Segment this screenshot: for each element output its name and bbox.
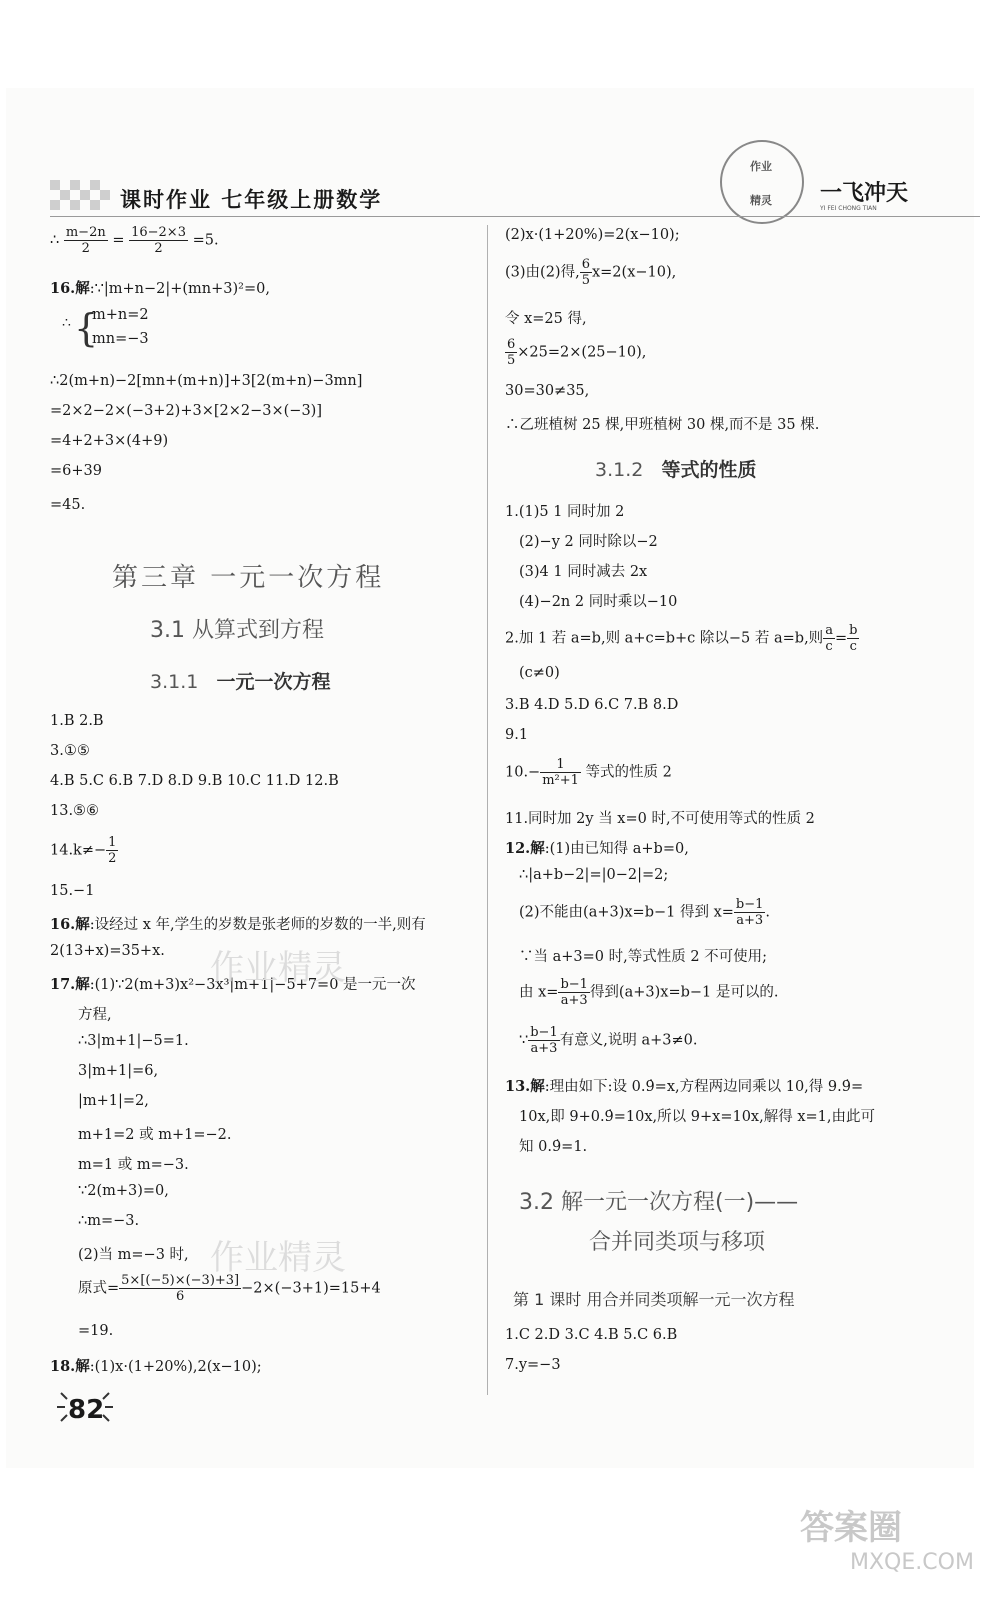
section-title: 3.2 解一元一次方程(一)—— xyxy=(519,1190,799,1215)
section-title: 合并同类项与移项 xyxy=(589,1230,766,1255)
subsection-title: 3.1.2 等式的性质 xyxy=(595,459,757,481)
answer-line: ∵2(m+3)=0, xyxy=(78,1183,169,1199)
answer-line: ∴|a+b−2|=|0−2|=2; xyxy=(519,867,669,883)
answer-line: (3)由(2)得, $\frac{6}{5}$ x=2(x−10), xyxy=(505,257,677,288)
answer-line: 10x,即 9+0.9̇=10x,所以 9+x=10x,解得 x=1,由此可 xyxy=(519,1109,875,1125)
answer-line: |m+1|=2, xyxy=(78,1093,149,1109)
answer-line: =2×2−2×(−3+2)+3×[2×2−3×(−3)] xyxy=(50,403,322,419)
page-number: 82 xyxy=(68,1395,105,1425)
watermark: 作业精灵 xyxy=(210,1238,346,1278)
section-title: 3.1 从算式到方程 xyxy=(150,618,324,643)
answer-line: =4+2+3×(4+9) xyxy=(50,433,169,449)
answer-line: m=1 或 m=−3. xyxy=(78,1157,189,1173)
answer-line: (2)当 m=−3 时, xyxy=(78,1247,189,1263)
answer-line: 11.同时加 2y 当 x=0 时,不可使用等式的性质 2 xyxy=(505,811,815,827)
brand-logo xyxy=(820,176,908,212)
answer-line: 3|m+1|=6, xyxy=(78,1063,159,1079)
answer-line: 令 x=25 得, xyxy=(505,311,587,327)
site-logo: 答案圈 xyxy=(800,1508,902,1548)
question-13: 13.解:理由如下:设 0.9̇=x,方程两边同乘以 10,得 9.9̇= xyxy=(505,1078,864,1095)
answer-line: 3.①⑤ xyxy=(50,743,90,759)
answer-line: (2)x·(1+20%)=2(x−10); xyxy=(505,227,680,243)
answer-line: ∴3|m+1|−5=1. xyxy=(78,1033,189,1049)
answer-line: 方程, xyxy=(78,1007,112,1023)
answer-line: 15.−1 xyxy=(50,883,95,899)
answer-line: 1.B 2.B xyxy=(50,713,104,729)
header-title: 课时作业 七年级上册数学 xyxy=(120,187,383,212)
answer-line: 2(13+x)=35+x. xyxy=(50,943,165,959)
brand-sub: YI FEI CHONG TIAN xyxy=(820,205,877,212)
stamp-top-text: 作业 xyxy=(750,160,772,173)
chapter-title: 第三章 一元一次方程 xyxy=(112,563,385,593)
answer-line: 2.加 1 若 a=b,则 a+c=b+c 除以−5 若 a=b,则 $\frac{a}{c}$ = $\frac{b}{c}$ xyxy=(505,623,858,654)
checker-decoration-icon xyxy=(50,180,120,210)
answer-line: ∵当 a+3=0 时,等式性质 2 不可使用; xyxy=(519,949,768,965)
answer-line: =19. xyxy=(78,1323,114,1339)
answer-line: ∴m=−3. xyxy=(78,1213,140,1229)
answer-line: =45. xyxy=(50,497,86,513)
header-rule xyxy=(50,216,980,217)
answer-line: 10.− $\frac{1}{\text{m²+1}}$ 等式的性质 2 xyxy=(505,757,672,788)
stamp-bottom-text: 精灵 xyxy=(750,194,772,207)
question-17: 17.解:(1)∵2(m+3)x²−3x³|m+1|−5+7=0 是一元一次 xyxy=(50,976,416,993)
brand-name: 一飞冲天 xyxy=(820,181,909,206)
answer-line: (2)不能由(a+3)x=b−1 得到 x= $\frac{b-1}{a+3}$ . xyxy=(519,897,771,928)
answer-line: 30=30≠35, xyxy=(505,383,590,399)
lesson-title: 第 1 课时 用合并同类项解一元一次方程 xyxy=(513,1290,795,1309)
answer-line: 原式= $\frac{5\times[(-5)\times(-3)+3]}{6}$ −2×(−3+1)=15+4 xyxy=(78,1273,381,1304)
subsection-title: 3.1.1 一元一次方程 xyxy=(150,671,331,693)
answer-line: 9.1 xyxy=(505,727,529,743)
question-18: 18.解:(1)x·(1+20%),2(x−10); xyxy=(50,1358,262,1375)
answer-line: 3.B 4.D 5.D 6.C 7.B 8.D xyxy=(505,697,679,713)
answer-line: (3)4 1 同时减去 2x xyxy=(519,564,648,580)
answer-line: ∴ $\frac{m-2n}{2}$ = $\frac{16-2\times 3}{2}$ =5. xyxy=(50,225,219,256)
answer-line: 1.C 2.D 3.C 4.B 5.C 6.B xyxy=(505,1327,678,1343)
question-16b: 16.解:设经过 x 年,学生的岁数是张老师的岁数的一半,则有 xyxy=(50,916,426,933)
answer-line: 14.k≠− $\frac{1}{2}$ xyxy=(50,835,117,866)
page-header xyxy=(40,160,970,220)
answer-line: 由 x= $\frac{b-1}{a+3}$ 得到(a+3)x=b−1 是可以的. xyxy=(519,977,779,1008)
answer-line: 1.(1)5 1 同时加 2 xyxy=(505,504,625,520)
question-16: 16.解:∵|m+n−2|+(mn+3)²=0, xyxy=(50,280,270,297)
answer-line: $\frac{6}{5}$ ×25=2×(25−10), xyxy=(507,337,647,368)
page-margin-top xyxy=(0,0,1000,88)
answer-line: (4)−2n 2 同时乘以−10 xyxy=(519,594,678,610)
answer-line: 知 0.9̇=1. xyxy=(519,1139,588,1155)
answer-line: 4.B 5.C 6.B 7.D 8.D 9.B 10.C 11.D 12.B xyxy=(50,773,339,789)
answer-line: ∴乙班植树 25 棵,甲班植树 30 棵,而不是 35 棵. xyxy=(505,417,820,433)
answer-line: (c≠0) xyxy=(519,665,560,681)
answer-line: ∴2(m+n)−2[mn+(m+n)]+3[2(m+n)−3mn] xyxy=(50,373,363,389)
answer-line: m+1=2 或 m+1=−2. xyxy=(78,1127,232,1143)
answer-line: =6+39 xyxy=(50,463,102,479)
answer-line: 13.⑤⑥ xyxy=(50,803,100,819)
watermark: 作业精灵 xyxy=(210,948,346,988)
question-12: 12.解:(1)由已知得 a+b=0, xyxy=(505,840,689,857)
answer-line: ∵ $\frac{b-1}{a+3}$ 有意义,说明 a+3≠0. xyxy=(519,1025,698,1056)
answer-line: (2)−y 2 同时除以−2 xyxy=(519,534,658,550)
column-divider xyxy=(487,225,488,1395)
answer-line: 7.y=−3 xyxy=(505,1357,561,1373)
site-url: MXQE.COM xyxy=(850,1550,974,1575)
stamp-icon xyxy=(720,140,804,224)
